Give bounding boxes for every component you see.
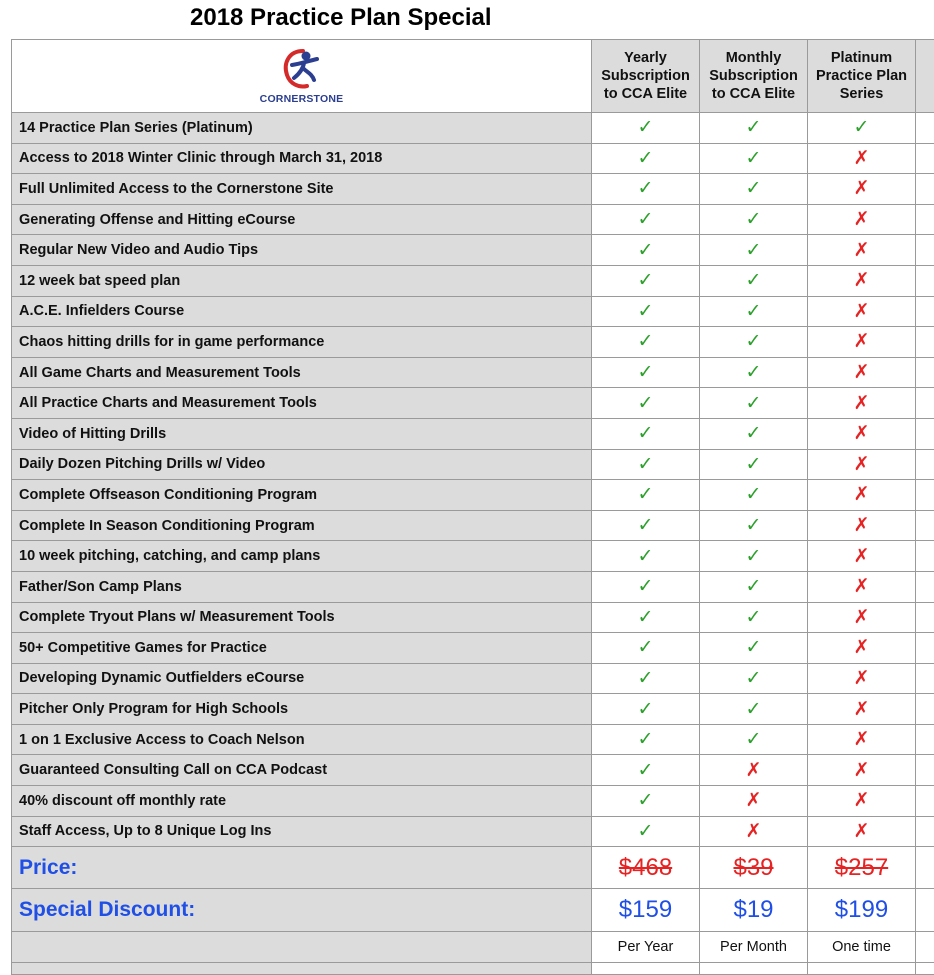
feature-yearly-cell xyxy=(592,113,700,144)
feature-yearly-cell xyxy=(592,358,700,389)
feature-row-label-cell xyxy=(11,419,592,450)
feature-platinum-cell xyxy=(808,419,916,450)
feature-label: Video of Hitting Drills xyxy=(19,425,167,442)
feature-platinum-cell xyxy=(808,511,916,542)
extra-column-cell xyxy=(916,450,934,481)
feature-monthly-cell xyxy=(700,297,808,328)
feature-row-label-cell xyxy=(11,388,592,419)
feature-label: All Game Charts and Measurement Tools xyxy=(19,364,301,381)
feature-label: Generating Offense and Hitting eCourse xyxy=(19,211,296,228)
feature-row-label-cell xyxy=(11,266,592,297)
feature-label: Access to 2018 Winter Clinic through March 31, 2018 xyxy=(19,150,383,167)
feature-yearly-cell xyxy=(592,266,700,297)
plan-header-line: Platinum xyxy=(830,50,893,66)
plan-header-platinum xyxy=(808,40,916,113)
plan-header-line: Subscription xyxy=(709,68,798,84)
checkmark-icon: ✓ xyxy=(745,667,762,689)
checkmark-icon: ✓ xyxy=(745,300,762,322)
extra-column-cell xyxy=(916,511,934,542)
feature-label: Father/Son Camp Plans xyxy=(19,578,182,595)
feature-monthly-cell xyxy=(700,419,808,450)
cross-icon: ✗ xyxy=(745,820,762,842)
feature-monthly-cell xyxy=(700,235,808,266)
feature-yearly-cell xyxy=(592,511,700,542)
feature-monthly-cell xyxy=(700,450,808,481)
checkmark-icon: ✓ xyxy=(745,698,762,720)
checkmark-icon: ✓ xyxy=(637,392,654,414)
feature-label: 12 week bat speed plan xyxy=(19,272,181,289)
tail-row-cell xyxy=(592,963,700,975)
extra-column-cell xyxy=(916,388,934,419)
extra-column-cell xyxy=(916,603,934,634)
discount-price-cell xyxy=(592,889,700,932)
cross-icon: ✗ xyxy=(853,698,870,720)
extra-column-cell xyxy=(916,664,934,695)
original-price: $257 xyxy=(834,853,889,881)
feature-monthly-cell xyxy=(700,786,808,817)
feature-monthly-cell xyxy=(700,694,808,725)
feature-platinum-cell xyxy=(808,603,916,634)
checkmark-icon: ✓ xyxy=(637,729,654,751)
feature-platinum-cell xyxy=(808,205,916,236)
extra-column-cell xyxy=(916,694,934,725)
extra-column-cell xyxy=(916,889,934,932)
feature-label: Chaos hitting drills for in game performance xyxy=(19,333,325,350)
feature-monthly-cell xyxy=(700,664,808,695)
checkmark-icon: ✓ xyxy=(745,729,762,751)
feature-platinum-cell xyxy=(808,572,916,603)
cross-icon: ✗ xyxy=(745,790,762,812)
feature-label: 50+ Competitive Games for Practice xyxy=(19,639,267,656)
feature-row-label-cell xyxy=(11,480,592,511)
original-price: $468 xyxy=(618,853,673,881)
feature-yearly-cell xyxy=(592,388,700,419)
checkmark-icon: ✓ xyxy=(637,759,654,781)
feature-monthly-cell xyxy=(700,205,808,236)
feature-yearly-cell xyxy=(592,541,700,572)
discount-label-cell xyxy=(11,889,592,932)
cross-icon: ✗ xyxy=(853,545,870,567)
checkmark-icon: ✓ xyxy=(745,606,762,628)
feature-yearly-cell xyxy=(592,817,700,848)
checkmark-icon: ✓ xyxy=(745,147,762,169)
feature-row-label-cell xyxy=(11,817,592,848)
checkmark-icon: ✓ xyxy=(745,178,762,200)
checkmark-icon: ✓ xyxy=(745,515,762,537)
feature-platinum-cell xyxy=(808,144,916,175)
feature-monthly-cell xyxy=(700,144,808,175)
extra-column-cell xyxy=(916,297,934,328)
logo-text: CORNERSTONE xyxy=(259,93,344,105)
feature-row-label-cell xyxy=(11,633,592,664)
plan-header-line: Monthly xyxy=(725,50,782,66)
discount-price-cell xyxy=(700,889,808,932)
checkmark-icon: ✓ xyxy=(637,453,654,475)
extra-column-cell xyxy=(916,572,934,603)
feature-yearly-cell xyxy=(592,419,700,450)
extra-column-cell xyxy=(916,144,934,175)
checkmark-icon: ✓ xyxy=(745,423,762,445)
feature-yearly-cell xyxy=(592,450,700,481)
feature-monthly-cell xyxy=(700,113,808,144)
feature-label: A.C.E. Infielders Course xyxy=(19,303,185,320)
checkmark-icon: ✓ xyxy=(745,545,762,567)
plan-header-line: Practice Plan xyxy=(815,68,908,84)
checkmark-icon: ✓ xyxy=(637,147,654,169)
feature-platinum-cell xyxy=(808,786,916,817)
original-price-cell xyxy=(808,847,916,889)
cross-icon: ✗ xyxy=(853,667,870,689)
feature-yearly-cell xyxy=(592,725,700,756)
discount-price: $199 xyxy=(834,896,889,924)
feature-yearly-cell xyxy=(592,786,700,817)
checkmark-icon: ✓ xyxy=(745,453,762,475)
original-price-cell xyxy=(700,847,808,889)
cross-icon: ✗ xyxy=(853,576,870,598)
feature-platinum-cell xyxy=(808,174,916,205)
feature-platinum-cell xyxy=(808,297,916,328)
extra-column-cell xyxy=(916,541,934,572)
checkmark-icon: ✓ xyxy=(637,667,654,689)
plan-header-line: Subscription xyxy=(601,68,690,84)
cross-icon: ✗ xyxy=(853,515,870,537)
plan-header-line: Series xyxy=(839,86,884,102)
extra-column-cell xyxy=(916,327,934,358)
extra-column-cell xyxy=(916,755,934,786)
feature-label: Staff Access, Up to 8 Unique Log Ins xyxy=(19,823,272,840)
cross-icon: ✗ xyxy=(853,484,870,506)
feature-monthly-cell xyxy=(700,174,808,205)
feature-row-label-cell xyxy=(11,694,592,725)
feature-label: Daily Dozen Pitching Drills w/ Video xyxy=(19,456,266,473)
cross-icon: ✗ xyxy=(853,239,870,261)
feature-row-label-cell xyxy=(11,786,592,817)
billing-period: Per Year xyxy=(617,939,674,956)
checkmark-icon: ✓ xyxy=(745,392,762,414)
feature-label: Complete Offseason Conditioning Program xyxy=(19,486,318,503)
cornerstone-logo xyxy=(260,47,344,105)
plan-header-line: to CCA Elite xyxy=(711,86,796,102)
feature-platinum-cell xyxy=(808,235,916,266)
extra-column-cell xyxy=(916,847,934,889)
checkmark-icon: ✓ xyxy=(637,423,654,445)
cross-icon: ✗ xyxy=(853,606,870,628)
feature-label: Pitcher Only Program for High Schools xyxy=(19,701,289,718)
checkmark-icon: ✓ xyxy=(853,117,870,139)
checkmark-icon: ✓ xyxy=(637,790,654,812)
feature-row-label-cell xyxy=(11,174,592,205)
checkmark-icon: ✓ xyxy=(745,239,762,261)
cross-icon: ✗ xyxy=(853,209,870,231)
feature-yearly-cell xyxy=(592,205,700,236)
checkmark-icon: ✓ xyxy=(637,331,654,353)
feature-row-label-cell xyxy=(11,541,592,572)
checkmark-icon: ✓ xyxy=(637,300,654,322)
price-label: Price: xyxy=(19,855,78,879)
feature-label: All Practice Charts and Measurement Tools xyxy=(19,395,317,412)
feature-platinum-cell xyxy=(808,817,916,848)
feature-label: Regular New Video and Audio Tips xyxy=(19,242,259,259)
extra-column-cell xyxy=(916,235,934,266)
plan-header-line: Yearly xyxy=(624,50,667,66)
checkmark-icon: ✓ xyxy=(637,545,654,567)
feature-yearly-cell xyxy=(592,694,700,725)
feature-monthly-cell xyxy=(700,541,808,572)
feature-row-label-cell xyxy=(11,358,592,389)
feature-row-label-cell xyxy=(11,664,592,695)
extra-column-cell xyxy=(916,205,934,236)
feature-yearly-cell xyxy=(592,755,700,786)
checkmark-icon: ✓ xyxy=(745,270,762,292)
checkmark-icon: ✓ xyxy=(637,117,654,139)
feature-platinum-cell xyxy=(808,480,916,511)
extra-column-cell xyxy=(916,480,934,511)
checkmark-icon: ✓ xyxy=(745,637,762,659)
discount-price: $159 xyxy=(618,896,673,924)
feature-row-label-cell xyxy=(11,603,592,634)
checkmark-icon: ✓ xyxy=(637,576,654,598)
feature-row-label-cell xyxy=(11,511,592,542)
logo-cell xyxy=(11,40,592,113)
checkmark-icon: ✓ xyxy=(637,484,654,506)
checkmark-icon: ✓ xyxy=(637,515,654,537)
feature-platinum-cell xyxy=(808,113,916,144)
feature-monthly-cell xyxy=(700,633,808,664)
feature-label: Complete Tryout Plans w/ Measurement Tools xyxy=(19,609,335,626)
feature-platinum-cell xyxy=(808,541,916,572)
checkmark-icon: ✓ xyxy=(637,606,654,628)
feature-label: Developing Dynamic Outfielders eCourse xyxy=(19,670,305,687)
extra-column-cell xyxy=(916,633,934,664)
checkmark-icon: ✓ xyxy=(637,239,654,261)
checkmark-icon: ✓ xyxy=(637,820,654,842)
checkmark-icon: ✓ xyxy=(637,209,654,231)
feature-yearly-cell xyxy=(592,174,700,205)
feature-label: 40% discount off monthly rate xyxy=(19,792,227,809)
feature-row-label-cell xyxy=(11,144,592,175)
feature-row-label-cell xyxy=(11,572,592,603)
feature-label: Guaranteed Consulting Call on CCA Podcast xyxy=(19,762,328,779)
tail-row-cell xyxy=(11,963,592,975)
cross-icon: ✗ xyxy=(853,300,870,322)
cross-icon: ✗ xyxy=(853,759,870,781)
original-price-cell xyxy=(592,847,700,889)
extra-column-cell xyxy=(916,932,934,963)
checkmark-icon: ✓ xyxy=(745,117,762,139)
billing-period-cell xyxy=(592,932,700,963)
checkmark-icon: ✓ xyxy=(637,178,654,200)
feature-platinum-cell xyxy=(808,327,916,358)
feature-row-label-cell xyxy=(11,327,592,358)
feature-platinum-cell xyxy=(808,388,916,419)
billing-period: One time xyxy=(832,939,891,956)
billing-period-cell xyxy=(700,932,808,963)
cross-icon: ✗ xyxy=(853,729,870,751)
feature-row-label-cell xyxy=(11,725,592,756)
tail-row-cell xyxy=(808,963,916,975)
feature-yearly-cell xyxy=(592,327,700,358)
cross-icon: ✗ xyxy=(853,423,870,445)
feature-row-label-cell xyxy=(11,235,592,266)
checkmark-icon: ✓ xyxy=(637,698,654,720)
feature-platinum-cell xyxy=(808,664,916,695)
billing-period: Per Month xyxy=(720,939,787,956)
feature-label: 14 Practice Plan Series (Platinum) xyxy=(19,119,253,136)
cross-icon: ✗ xyxy=(745,759,762,781)
checkmark-icon: ✓ xyxy=(745,362,762,384)
feature-platinum-cell xyxy=(808,755,916,786)
feature-yearly-cell xyxy=(592,480,700,511)
tail-row-cell xyxy=(700,963,808,975)
feature-yearly-cell xyxy=(592,235,700,266)
extra-column-header xyxy=(916,40,934,113)
feature-label: 10 week pitching, catching, and camp plans xyxy=(19,548,321,565)
cross-icon: ✗ xyxy=(853,790,870,812)
price-label-cell xyxy=(11,847,592,889)
feature-monthly-cell xyxy=(700,388,808,419)
billing-period-cell xyxy=(808,932,916,963)
cross-icon: ✗ xyxy=(853,270,870,292)
feature-monthly-cell xyxy=(700,511,808,542)
extra-column-cell xyxy=(916,174,934,205)
cross-icon: ✗ xyxy=(853,362,870,384)
cross-icon: ✗ xyxy=(853,392,870,414)
tail-row-cell xyxy=(916,963,934,975)
feature-yearly-cell xyxy=(592,572,700,603)
feature-monthly-cell xyxy=(700,358,808,389)
feature-row-label-cell xyxy=(11,755,592,786)
feature-platinum-cell xyxy=(808,725,916,756)
checkmark-icon: ✓ xyxy=(745,209,762,231)
checkmark-icon: ✓ xyxy=(637,270,654,292)
discount-price: $19 xyxy=(733,896,774,924)
feature-platinum-cell xyxy=(808,266,916,297)
feature-row-label-cell xyxy=(11,450,592,481)
extra-column-cell xyxy=(916,725,934,756)
discount-label: Special Discount: xyxy=(19,898,196,922)
feature-label: 1 on 1 Exclusive Access to Coach Nelson xyxy=(19,731,305,748)
discount-price-cell xyxy=(808,889,916,932)
plan-header-line: to CCA Elite xyxy=(603,86,688,102)
cross-icon: ✗ xyxy=(853,331,870,353)
cornerstone-logo-icon xyxy=(279,47,325,91)
feature-platinum-cell xyxy=(808,633,916,664)
feature-yearly-cell xyxy=(592,633,700,664)
original-price: $39 xyxy=(733,853,774,881)
checkmark-icon: ✓ xyxy=(745,331,762,353)
feature-monthly-cell xyxy=(700,572,808,603)
feature-platinum-cell xyxy=(808,358,916,389)
checkmark-icon: ✓ xyxy=(745,484,762,506)
extra-column-cell xyxy=(916,113,934,144)
feature-yearly-cell xyxy=(592,144,700,175)
cross-icon: ✗ xyxy=(853,147,870,169)
feature-platinum-cell xyxy=(808,694,916,725)
feature-label: Full Unlimited Access to the Cornerstone Site xyxy=(19,180,334,197)
feature-platinum-cell xyxy=(808,450,916,481)
feature-monthly-cell xyxy=(700,603,808,634)
plan-header-monthly xyxy=(700,40,808,113)
extra-column-cell xyxy=(916,266,934,297)
feature-monthly-cell xyxy=(700,480,808,511)
feature-monthly-cell xyxy=(700,327,808,358)
cross-icon: ✗ xyxy=(853,453,870,475)
feature-row-label-cell xyxy=(11,205,592,236)
extra-column-cell xyxy=(916,786,934,817)
cross-icon: ✗ xyxy=(853,637,870,659)
feature-row-label-cell xyxy=(11,113,592,144)
feature-monthly-cell xyxy=(700,725,808,756)
extra-column-cell xyxy=(916,358,934,389)
feature-monthly-cell xyxy=(700,817,808,848)
feature-monthly-cell xyxy=(700,755,808,786)
extra-column-cell xyxy=(916,817,934,848)
feature-yearly-cell xyxy=(592,603,700,634)
feature-yearly-cell xyxy=(592,297,700,328)
feature-yearly-cell xyxy=(592,664,700,695)
feature-monthly-cell xyxy=(700,266,808,297)
feature-label: Complete In Season Conditioning Program xyxy=(19,517,315,534)
comparison-table xyxy=(11,39,934,975)
cross-icon: ✗ xyxy=(853,820,870,842)
cross-icon: ✗ xyxy=(853,178,870,200)
page-title: 2018 Practice Plan Special xyxy=(190,4,492,31)
plan-header-yearly xyxy=(592,40,700,113)
feature-row-label-cell xyxy=(11,297,592,328)
checkmark-icon: ✓ xyxy=(637,637,654,659)
checkmark-icon: ✓ xyxy=(637,362,654,384)
checkmark-icon: ✓ xyxy=(745,576,762,598)
period-label-cell xyxy=(11,932,592,963)
extra-column-cell xyxy=(916,419,934,450)
